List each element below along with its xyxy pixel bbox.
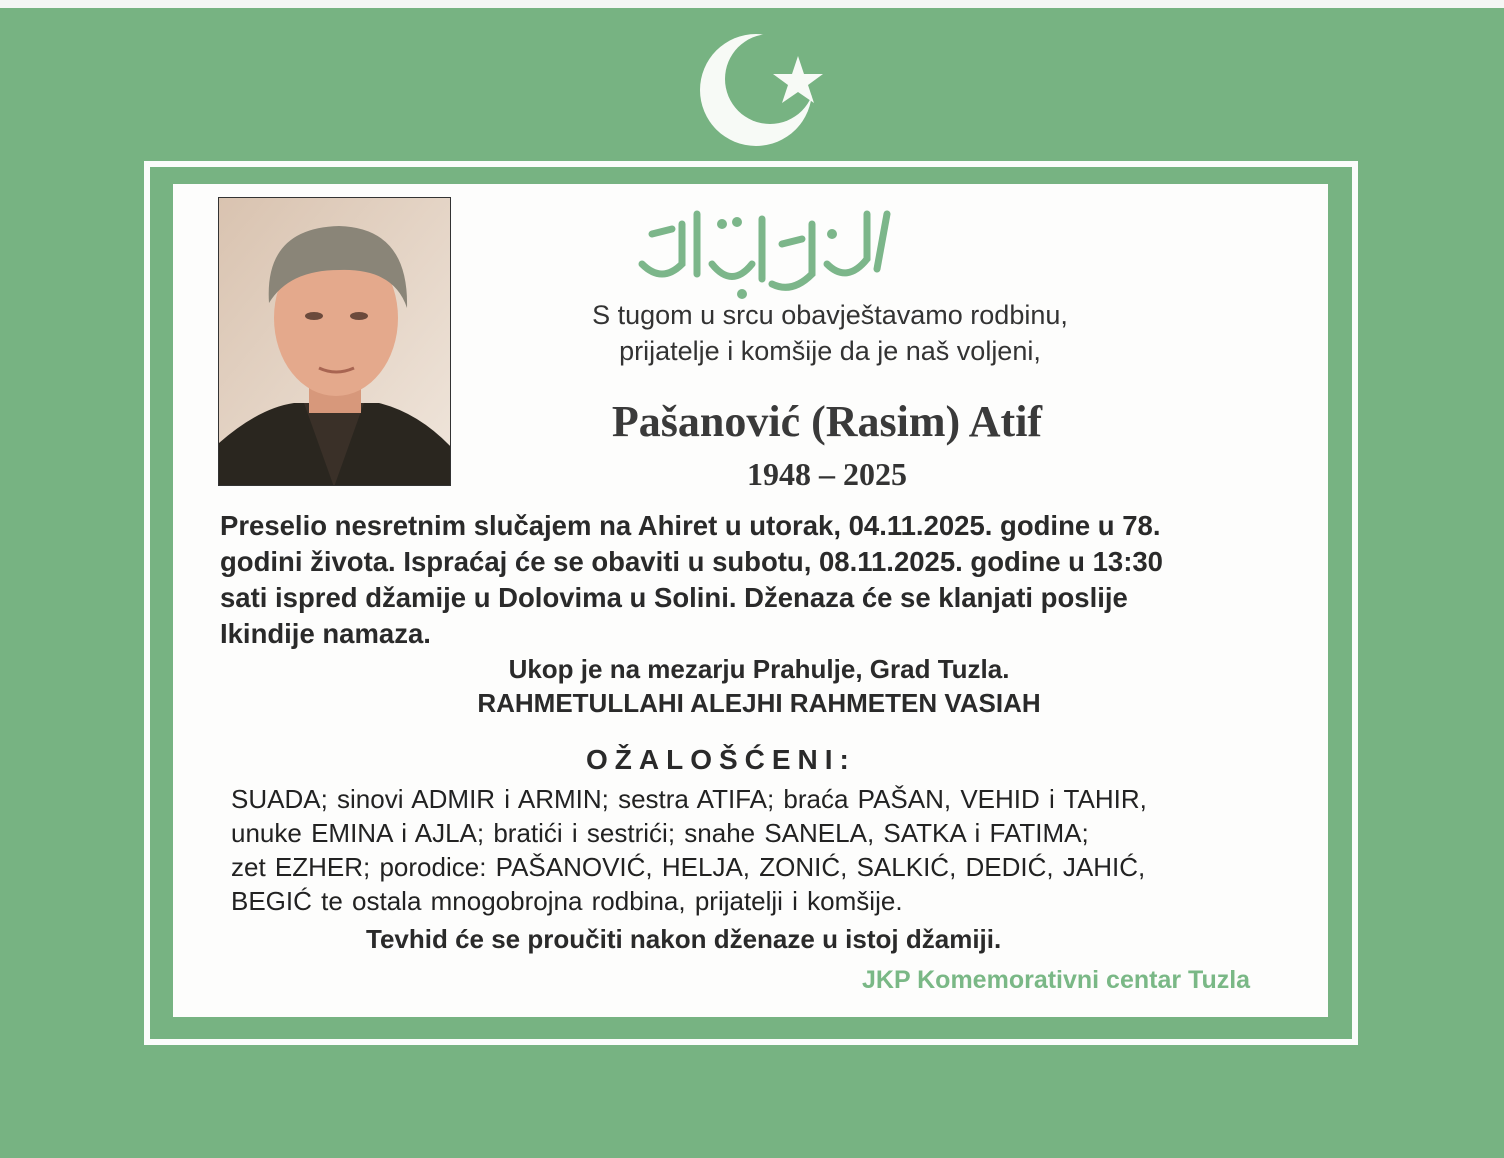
mourners-line-1: SUADA; sinovi ADMIR i ARMIN; sestra ATIFA; braća PAŠAN, VEHID i TAHIR, (231, 784, 1147, 814)
mourners-heading: OŽALOŠĆENI: (586, 744, 856, 775)
tevhid-notice: Tevhid će se proučiti nakon dženaze u istoj džamiji. (366, 924, 1002, 954)
prayer-line: RAHMETULLAHI ALEJHI RAHMETEN VASIAH (477, 688, 1041, 718)
announcement-line-2: godini života. Ispraćaj će se obaviti u subotu, 08.11.2025. godine u 13:30 (220, 546, 1163, 577)
burial-place: Ukop je na mezarju Prahulje, Grad Tuzla. (508, 654, 1010, 684)
announcement-line-3: sati ispred džamije u Dolovima u Solini. Dženaza će se klanjati poslije (220, 582, 1128, 613)
deceased-portrait (218, 197, 451, 486)
announcement-line-1: Preselio nesretnim slučajem na Ahiret u utorak, 04.11.2025. godine u 78. (220, 510, 1161, 541)
publisher-footer: JKP Komemorativni centar Tuzla (862, 966, 1251, 994)
announcement-line-4: Ikindije namaza. (220, 618, 431, 649)
crescent-star-icon (700, 24, 840, 154)
intro-line-1: S tugom u srcu obavještavamo rodbinu, (592, 300, 1068, 330)
mourners-line-4: BEGIĆ te ostala mnogobrojna rodbina, prijatelji i komšije. (231, 886, 903, 916)
arabic-calligraphy-icon (622, 194, 902, 302)
mourners-line-3: zet EZHER; porodice: PAŠANOVIĆ, HELJA, ZONIĆ, SALKIĆ, DEDIĆ, JAHIĆ, (231, 852, 1146, 882)
mourners-line-2: unuke EMINA i AJLA; bratići i sestrići; snahe SANELA, SATKA i FATIMA; (231, 818, 1089, 848)
intro-line-2: prijatelje i komšije da je naš voljeni, (619, 336, 1041, 366)
deceased-name: Pašanović (Rasim) Atif (611, 397, 1043, 446)
life-years: 1948 – 2025 (747, 456, 907, 492)
